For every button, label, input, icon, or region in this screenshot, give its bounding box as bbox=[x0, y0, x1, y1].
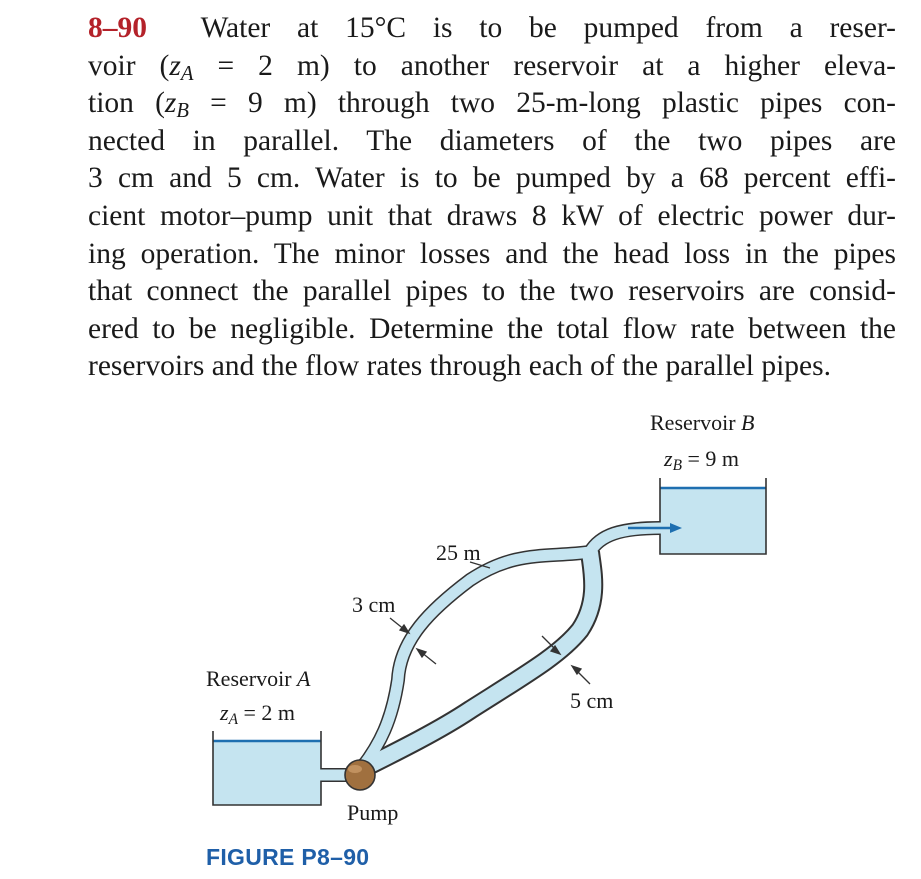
problem-line-5: 3 cm and 5 cm. Water is to be pumped by a 68 percent effi- bbox=[88, 162, 896, 195]
reservoir-a bbox=[213, 731, 321, 805]
problem-line-8: that connect the parallel pipes to the two reservoirs are consid- bbox=[88, 275, 896, 308]
reservoir-a-water bbox=[213, 741, 321, 805]
problem-line-6: cient motor–pump unit that draws 8 kW of electric power dur- bbox=[88, 199, 896, 232]
reservoir-b bbox=[660, 478, 766, 554]
reservoir-a-elevation: $z_A = 2$ m bbox=[220, 700, 295, 728]
pipes bbox=[319, 528, 662, 775]
reservoir-b-elevation: $z_B = 9$ m bbox=[664, 446, 739, 474]
reservoir-a-label: Reservoir A bbox=[206, 666, 311, 691]
reservoir-b-water bbox=[660, 488, 766, 554]
figure-caption: FIGURE P8–90 bbox=[206, 844, 370, 870]
problem-line-9: ered to be negligible. Determine the total flow rate between the bbox=[88, 312, 896, 345]
problem-line-7: ing operation. The minor losses and the head loss in the pipes bbox=[88, 237, 896, 270]
pump-label: Pump bbox=[347, 800, 399, 825]
problem-number: 8–90 bbox=[88, 12, 147, 44]
problem-line-3: tion ($z_B = 9$ m) through two 25-m-long plastic pipes con- bbox=[88, 87, 896, 123]
problem-line-2: voir ($z_A = 2$ m) to another reservoir at a higher eleva- bbox=[88, 49, 897, 85]
large-diameter-label: 5 cm bbox=[570, 688, 614, 713]
reservoir-b-label: Reservoir B bbox=[650, 410, 755, 435]
small-diameter-label: 3 cm bbox=[352, 592, 396, 617]
pipe-length-label: 25 m bbox=[436, 540, 481, 565]
pump-icon bbox=[345, 760, 375, 790]
problem-line-10: reservoirs and the flow rates through each of the parallel pipes. bbox=[88, 350, 831, 383]
problem-line-4: nected in parallel. The diameters of the two pipes are bbox=[88, 124, 896, 157]
problem-line-1: 8–90 Water at 15°C is to be pumped from a reser- bbox=[88, 12, 896, 44]
